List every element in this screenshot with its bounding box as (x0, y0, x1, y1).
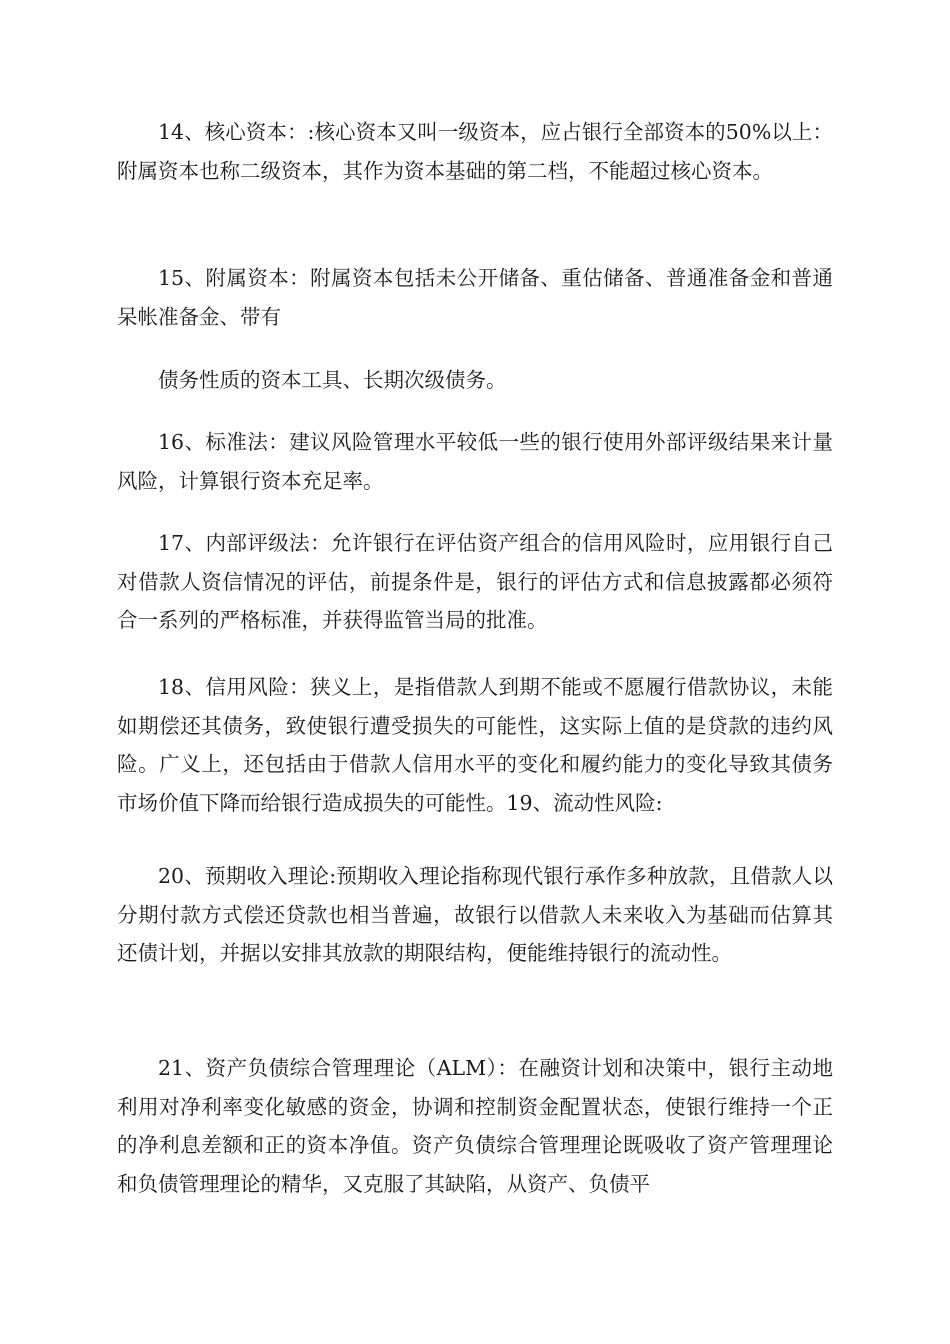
paragraph-15-supplementary-capital: 15、附属资本：附属资本包括未公开储备、重估储备、普通准备金和普通呆帐准备金、带有 (117, 266, 833, 329)
paragraph-20-expected-income-theory: 20、预期收入理论:预期收入理论指称现代银行承作多种放款，且借款人以分期付款方式偿还贷款也相当普遍，故银行以借款人未来收入为基础而估算其还债计划，并据以安排其放款的期限结构，便能维持银行的流动性。 (117, 864, 833, 965)
paragraph-14-core-capital: 14、核心资本：:核心资本又叫一级资本，应占银行全部资本的50%以上：附属资本也称二级资本，其作为资本基础的第二档，不能超过核心资本。 (117, 120, 833, 183)
paragraph-16-standard-approach: 16、标准法：建议风险管理水平较低一些的银行使用外部评级结果来计量风险，计算银行资本充足率。 (117, 430, 833, 493)
paragraph-18-credit-risk: 18、信用风险：狭义上，是指借款人到期不能或不愿履行借款协议，未能如期偿还其债务，致使银行遭受损失的可能性，这实际上值的是贷款的违约风险。广义上，还包括由于借款人信用水平的变化和履约能力的变化导致其债务市场价值下降而给银行造成损失的可能性。19、流动性风险: (117, 675, 833, 815)
paragraph-21-alm-theory: 21、资产负债综合管理理论（ALM）：在融资计划和决策中，银行主动地利用对净利率变化敏感的资金，协调和控制资金配置状态，使银行维持一个正的净利息差额和正的资本净值。资产负债综合管理理论既吸收了资产管理理论和负债管理理论的精华，又克服了其缺陷，从资产、负债平 (117, 1056, 833, 1196)
paragraph-15-continuation: 债务性质的资本工具、长期次级债务。 (158, 368, 507, 392)
paragraph-17-internal-ratings: 17、内部评级法：允许银行在评估资产组合的信用风险时，应用银行自己对借款人资信情况的评估，前提条件是，银行的评估方式和信息披露都必须符合一系列的严格标准，并获得监管当局的批准。 (117, 531, 833, 632)
